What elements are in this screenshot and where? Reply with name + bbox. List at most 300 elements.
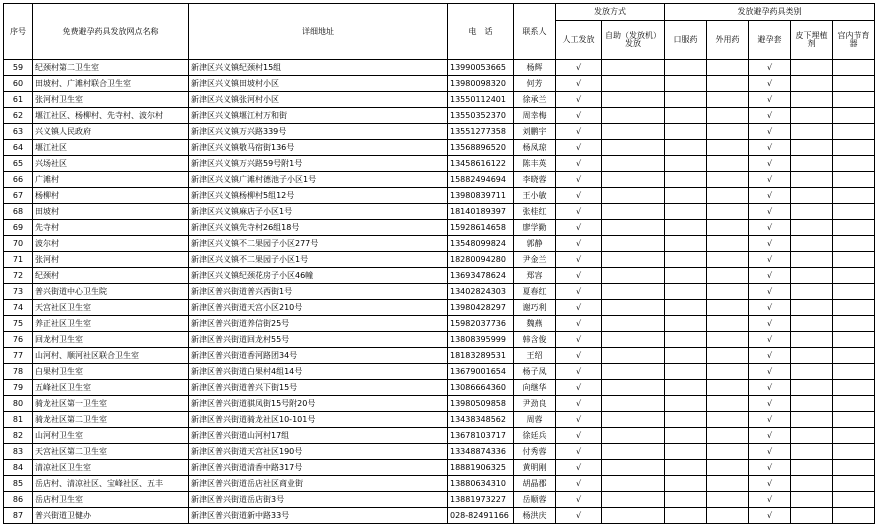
row-type-external bbox=[707, 428, 749, 444]
row-site-name: 田坡村、广滩村联合卫生室 bbox=[33, 76, 189, 92]
row-method-manual-check: √ bbox=[556, 364, 602, 380]
row-type-oral bbox=[665, 492, 707, 508]
row-address: 新津区普兴街道回龙村55号 bbox=[189, 332, 448, 348]
row-seq: 85 bbox=[4, 476, 33, 492]
row-type-iud bbox=[833, 156, 875, 172]
row-phone: 13980428297 bbox=[448, 300, 514, 316]
row-type-condom-check: √ bbox=[749, 76, 791, 92]
row-type-implant bbox=[791, 476, 833, 492]
row-type-condom-check: √ bbox=[749, 396, 791, 412]
row-type-implant bbox=[791, 380, 833, 396]
row-site-name: 田坡村 bbox=[33, 204, 189, 220]
row-site-name: 兴义镇人民政府 bbox=[33, 124, 189, 140]
row-type-iud bbox=[833, 92, 875, 108]
row-site-name: 回龙村卫生室 bbox=[33, 332, 189, 348]
row-address: 新津区普兴街道香河路团34号 bbox=[189, 348, 448, 364]
row-site-name: 骑龙社区第二卫生室 bbox=[33, 412, 189, 428]
row-contact: 黄明刚 bbox=[514, 460, 556, 476]
row-address: 新津区普兴街道岳店社区商业街 bbox=[189, 476, 448, 492]
row-seq: 59 bbox=[4, 60, 33, 76]
row-site-name: 杨柳村 bbox=[33, 188, 189, 204]
row-type-implant bbox=[791, 316, 833, 332]
row-type-oral bbox=[665, 60, 707, 76]
row-phone: 13679001654 bbox=[448, 364, 514, 380]
row-type-external bbox=[707, 108, 749, 124]
table-row bbox=[4, 284, 875, 300]
row-method-manual-check: √ bbox=[556, 60, 602, 76]
row-address: 新津区兴义镇敬马宿街136号 bbox=[189, 140, 448, 156]
row-method-manual-check: √ bbox=[556, 476, 602, 492]
row-type-condom-check: √ bbox=[749, 492, 791, 508]
row-type-oral bbox=[665, 300, 707, 316]
row-type-external bbox=[707, 188, 749, 204]
row-method-auto bbox=[602, 412, 665, 428]
row-method-manual-check: √ bbox=[556, 444, 602, 460]
row-type-iud bbox=[833, 364, 875, 380]
row-phone: 13980098320 bbox=[448, 76, 514, 92]
row-type-external bbox=[707, 204, 749, 220]
row-type-external bbox=[707, 252, 749, 268]
row-seq: 71 bbox=[4, 252, 33, 268]
row-method-manual-check: √ bbox=[556, 300, 602, 316]
row-type-condom-check: √ bbox=[749, 268, 791, 284]
row-method-manual-check: √ bbox=[556, 268, 602, 284]
row-type-implant bbox=[791, 76, 833, 92]
row-type-condom-check: √ bbox=[749, 220, 791, 236]
row-seq: 76 bbox=[4, 332, 33, 348]
row-method-manual-check: √ bbox=[556, 172, 602, 188]
row-method-manual-check: √ bbox=[556, 396, 602, 412]
row-type-oral bbox=[665, 444, 707, 460]
row-address: 新津区普兴街道养信街25号 bbox=[189, 316, 448, 332]
row-type-external bbox=[707, 364, 749, 380]
row-type-implant bbox=[791, 172, 833, 188]
row-method-auto bbox=[602, 124, 665, 140]
row-site-name: 山河村卫生室 bbox=[33, 428, 189, 444]
table-row bbox=[4, 108, 875, 124]
row-method-auto bbox=[602, 460, 665, 476]
row-seq: 82 bbox=[4, 428, 33, 444]
row-type-iud bbox=[833, 252, 875, 268]
row-method-auto bbox=[602, 508, 665, 524]
row-type-iud bbox=[833, 284, 875, 300]
row-site-name: 张河村 bbox=[33, 252, 189, 268]
header-contact: 联系人 bbox=[514, 4, 556, 60]
row-type-external bbox=[707, 236, 749, 252]
row-method-auto bbox=[602, 300, 665, 316]
row-method-manual-check: √ bbox=[556, 332, 602, 348]
row-method-auto bbox=[602, 204, 665, 220]
row-phone: 15882494694 bbox=[448, 172, 514, 188]
row-type-condom-check: √ bbox=[749, 236, 791, 252]
row-type-implant bbox=[791, 204, 833, 220]
table-row bbox=[4, 140, 875, 156]
row-site-name: 天宫社区第二卫生室 bbox=[33, 444, 189, 460]
row-method-manual-check: √ bbox=[556, 220, 602, 236]
row-type-implant bbox=[791, 236, 833, 252]
row-address: 新津区兴义镇纪颈花房子小区46幢 bbox=[189, 268, 448, 284]
table-row bbox=[4, 412, 875, 428]
row-phone: 13458616122 bbox=[448, 156, 514, 172]
row-type-external bbox=[707, 300, 749, 316]
row-contact: 周蓉 bbox=[514, 412, 556, 428]
row-method-auto bbox=[602, 92, 665, 108]
row-contact: 张桂红 bbox=[514, 204, 556, 220]
row-type-iud bbox=[833, 444, 875, 460]
row-type-external bbox=[707, 140, 749, 156]
row-type-external bbox=[707, 76, 749, 92]
row-method-auto bbox=[602, 316, 665, 332]
row-method-manual-check: √ bbox=[556, 252, 602, 268]
row-phone: 18183289531 bbox=[448, 348, 514, 364]
table-row bbox=[4, 252, 875, 268]
row-contact: 杨辉 bbox=[514, 60, 556, 76]
row-method-auto bbox=[602, 284, 665, 300]
row-contact: 胡晶郡 bbox=[514, 476, 556, 492]
row-seq: 69 bbox=[4, 220, 33, 236]
row-type-iud bbox=[833, 140, 875, 156]
row-type-condom-check: √ bbox=[749, 444, 791, 460]
row-type-implant bbox=[791, 364, 833, 380]
row-type-external bbox=[707, 156, 749, 172]
table-row bbox=[4, 236, 875, 252]
row-type-oral bbox=[665, 428, 707, 444]
row-method-auto bbox=[602, 108, 665, 124]
header-type-implant: 皮下埋植剂 bbox=[791, 21, 833, 60]
row-method-auto bbox=[602, 428, 665, 444]
row-type-implant bbox=[791, 108, 833, 124]
row-method-auto bbox=[602, 60, 665, 76]
row-seq: 70 bbox=[4, 236, 33, 252]
row-contact: 李晓蓉 bbox=[514, 172, 556, 188]
row-address: 新津区兴义镇万兴路59号附1号 bbox=[189, 156, 448, 172]
row-site-name: 兴场社区 bbox=[33, 156, 189, 172]
row-phone: 13550112401 bbox=[448, 92, 514, 108]
row-type-implant bbox=[791, 348, 833, 364]
row-seq: 81 bbox=[4, 412, 33, 428]
row-type-oral bbox=[665, 220, 707, 236]
row-type-oral bbox=[665, 172, 707, 188]
row-type-oral bbox=[665, 156, 707, 172]
row-type-condom-check: √ bbox=[749, 332, 791, 348]
header-method-auto: 自助（发放机）发放 bbox=[602, 21, 665, 60]
table-row bbox=[4, 444, 875, 460]
row-type-condom-check: √ bbox=[749, 92, 791, 108]
row-type-condom-check: √ bbox=[749, 316, 791, 332]
row-type-external bbox=[707, 284, 749, 300]
row-type-implant bbox=[791, 252, 833, 268]
row-type-implant bbox=[791, 508, 833, 524]
row-type-iud bbox=[833, 76, 875, 92]
table-row bbox=[4, 300, 875, 316]
row-method-auto bbox=[602, 220, 665, 236]
header-phone: 电 话 bbox=[448, 4, 514, 60]
row-type-oral bbox=[665, 348, 707, 364]
row-type-iud bbox=[833, 380, 875, 396]
row-site-name: 天宫社区卫生室 bbox=[33, 300, 189, 316]
row-type-oral bbox=[665, 476, 707, 492]
row-site-name: 岳店村、清凉社区、宝峰社区、五丰 bbox=[33, 476, 189, 492]
row-seq: 73 bbox=[4, 284, 33, 300]
row-type-iud bbox=[833, 316, 875, 332]
row-contact: 夏春红 bbox=[514, 284, 556, 300]
row-type-implant bbox=[791, 92, 833, 108]
row-seq: 74 bbox=[4, 300, 33, 316]
row-type-iud bbox=[833, 268, 875, 284]
row-method-manual-check: √ bbox=[556, 204, 602, 220]
header-type-oral: 口服药 bbox=[665, 21, 707, 60]
row-type-external bbox=[707, 92, 749, 108]
row-seq: 63 bbox=[4, 124, 33, 140]
row-type-iud bbox=[833, 508, 875, 524]
row-contact: 岳顺蓉 bbox=[514, 492, 556, 508]
row-site-name: 波尔村 bbox=[33, 236, 189, 252]
row-address: 新津区兴义镇先寺村26组18号 bbox=[189, 220, 448, 236]
row-contact: 徐廷兵 bbox=[514, 428, 556, 444]
row-site-name: 堰江社区 bbox=[33, 140, 189, 156]
table-row bbox=[4, 220, 875, 236]
row-contact: 谢巧利 bbox=[514, 300, 556, 316]
table-row bbox=[4, 428, 875, 444]
table-row bbox=[4, 508, 875, 524]
table-row bbox=[4, 76, 875, 92]
row-method-auto bbox=[602, 188, 665, 204]
table-row bbox=[4, 332, 875, 348]
header-address: 详细地址 bbox=[189, 4, 448, 60]
row-contact: 陈丰英 bbox=[514, 156, 556, 172]
row-type-oral bbox=[665, 124, 707, 140]
row-type-condom-check: √ bbox=[749, 412, 791, 428]
row-type-iud bbox=[833, 188, 875, 204]
row-type-condom-check: √ bbox=[749, 508, 791, 524]
row-site-name: 普兴街道中心卫生院 bbox=[33, 284, 189, 300]
row-contact: 廖学勤 bbox=[514, 220, 556, 236]
row-phone: 18140189397 bbox=[448, 204, 514, 220]
row-type-iud bbox=[833, 300, 875, 316]
row-type-condom-check: √ bbox=[749, 284, 791, 300]
table-row bbox=[4, 396, 875, 412]
row-method-manual-check: √ bbox=[556, 92, 602, 108]
row-type-condom-check: √ bbox=[749, 188, 791, 204]
row-method-manual-check: √ bbox=[556, 316, 602, 332]
row-address: 新津区普兴街道骐凤街15号附20号 bbox=[189, 396, 448, 412]
row-type-external bbox=[707, 124, 749, 140]
row-site-name: 山河村、顺河社区联合卫生室 bbox=[33, 348, 189, 364]
row-type-oral bbox=[665, 76, 707, 92]
row-site-name: 纪颈村第二卫生室 bbox=[33, 60, 189, 76]
row-type-oral bbox=[665, 92, 707, 108]
header-method-group: 发放方式 bbox=[556, 4, 665, 21]
table-row bbox=[4, 476, 875, 492]
row-method-auto bbox=[602, 476, 665, 492]
row-phone: 13086664360 bbox=[448, 380, 514, 396]
row-type-condom-check: √ bbox=[749, 204, 791, 220]
row-address: 新津区兴义镇万兴路339号 bbox=[189, 124, 448, 140]
row-type-implant bbox=[791, 156, 833, 172]
row-type-iud bbox=[833, 348, 875, 364]
row-type-implant bbox=[791, 460, 833, 476]
row-type-external bbox=[707, 316, 749, 332]
row-type-oral bbox=[665, 284, 707, 300]
row-type-external bbox=[707, 172, 749, 188]
row-address: 新津区兴义镇不二果园子小区1号 bbox=[189, 252, 448, 268]
row-method-auto bbox=[602, 156, 665, 172]
header-type-external: 外用药 bbox=[707, 21, 749, 60]
row-type-implant bbox=[791, 188, 833, 204]
row-type-condom-check: √ bbox=[749, 140, 791, 156]
row-type-iud bbox=[833, 124, 875, 140]
row-seq: 84 bbox=[4, 460, 33, 476]
row-type-external bbox=[707, 476, 749, 492]
row-phone: 13678103717 bbox=[448, 428, 514, 444]
row-contact: 刘鹏宇 bbox=[514, 124, 556, 140]
row-type-iud bbox=[833, 236, 875, 252]
row-method-auto bbox=[602, 268, 665, 284]
row-type-iud bbox=[833, 476, 875, 492]
row-type-implant bbox=[791, 300, 833, 316]
row-contact: 付秀蓉 bbox=[514, 444, 556, 460]
row-phone: 13808395999 bbox=[448, 332, 514, 348]
row-method-manual-check: √ bbox=[556, 460, 602, 476]
row-type-condom-check: √ bbox=[749, 60, 791, 76]
row-type-external bbox=[707, 396, 749, 412]
row-address: 新津区普兴街道骑龙社区10-101号 bbox=[189, 412, 448, 428]
row-site-name: 骑龙社区第一卫生室 bbox=[33, 396, 189, 412]
row-contact: 郭静 bbox=[514, 236, 556, 252]
row-site-name: 清凉社区卫生室 bbox=[33, 460, 189, 476]
table-row bbox=[4, 460, 875, 476]
row-type-condom-check: √ bbox=[749, 172, 791, 188]
row-type-implant bbox=[791, 428, 833, 444]
header-method-manual: 人工发放 bbox=[556, 21, 602, 60]
row-address: 新津区普兴街道岳店街3号 bbox=[189, 492, 448, 508]
row-address: 新津区兴义镇不二果园子小区277号 bbox=[189, 236, 448, 252]
row-seq: 86 bbox=[4, 492, 33, 508]
row-site-name: 养正社区卫生室 bbox=[33, 316, 189, 332]
row-type-oral bbox=[665, 252, 707, 268]
row-contact: 尹金兰 bbox=[514, 252, 556, 268]
row-method-auto bbox=[602, 444, 665, 460]
table-row bbox=[4, 316, 875, 332]
row-method-manual-check: √ bbox=[556, 156, 602, 172]
row-method-manual-check: √ bbox=[556, 492, 602, 508]
row-method-manual-check: √ bbox=[556, 428, 602, 444]
row-contact: 杨子凤 bbox=[514, 364, 556, 380]
row-type-implant bbox=[791, 60, 833, 76]
row-contact: 韩含俊 bbox=[514, 332, 556, 348]
row-seq: 68 bbox=[4, 204, 33, 220]
row-seq: 83 bbox=[4, 444, 33, 460]
row-seq: 87 bbox=[4, 508, 33, 524]
row-address: 新津区兴义镇麻店子小区1号 bbox=[189, 204, 448, 220]
row-type-implant bbox=[791, 396, 833, 412]
row-type-external bbox=[707, 460, 749, 476]
row-type-condom-check: √ bbox=[749, 364, 791, 380]
table-row bbox=[4, 364, 875, 380]
row-phone: 13881973227 bbox=[448, 492, 514, 508]
row-contact: 郑容 bbox=[514, 268, 556, 284]
row-method-auto bbox=[602, 332, 665, 348]
row-site-name: 堰江社区、杨柳村、先寺村、波尔村 bbox=[33, 108, 189, 124]
row-type-implant bbox=[791, 220, 833, 236]
row-type-external bbox=[707, 60, 749, 76]
row-address: 新津区普兴街道天宫社区190号 bbox=[189, 444, 448, 460]
row-seq: 72 bbox=[4, 268, 33, 284]
row-type-oral bbox=[665, 108, 707, 124]
row-type-condom-check: √ bbox=[749, 252, 791, 268]
row-method-auto bbox=[602, 236, 665, 252]
row-type-iud bbox=[833, 428, 875, 444]
row-method-auto bbox=[602, 172, 665, 188]
row-contact: 王绍 bbox=[514, 348, 556, 364]
row-type-condom-check: √ bbox=[749, 460, 791, 476]
row-contact: 向继华 bbox=[514, 380, 556, 396]
table-row bbox=[4, 204, 875, 220]
row-method-manual-check: √ bbox=[556, 508, 602, 524]
header-site-name: 免费避孕药具发放网点名称 bbox=[33, 4, 189, 60]
row-method-manual-check: √ bbox=[556, 348, 602, 364]
row-phone: 13438348562 bbox=[448, 412, 514, 428]
row-seq: 62 bbox=[4, 108, 33, 124]
row-site-name: 岳店村卫生室 bbox=[33, 492, 189, 508]
row-type-oral bbox=[665, 268, 707, 284]
table-row bbox=[4, 188, 875, 204]
row-type-iud bbox=[833, 204, 875, 220]
row-type-condom-check: √ bbox=[749, 108, 791, 124]
row-type-oral bbox=[665, 332, 707, 348]
row-address: 新津区兴义镇纪颈村15组 bbox=[189, 60, 448, 76]
row-seq: 79 bbox=[4, 380, 33, 396]
row-method-auto bbox=[602, 396, 665, 412]
table-row bbox=[4, 380, 875, 396]
row-phone: 15928614658 bbox=[448, 220, 514, 236]
row-address: 新津区兴义镇张河村小区 bbox=[189, 92, 448, 108]
row-type-implant bbox=[791, 124, 833, 140]
row-address: 新津区普兴街道清香中路317号 bbox=[189, 460, 448, 476]
row-type-implant bbox=[791, 268, 833, 284]
table-row bbox=[4, 172, 875, 188]
row-method-manual-check: √ bbox=[556, 140, 602, 156]
row-address: 新津区普兴街道新中路33号 bbox=[189, 508, 448, 524]
row-site-name: 五峰社区卫生室 bbox=[33, 380, 189, 396]
table-row bbox=[4, 124, 875, 140]
header-seq: 序号 bbox=[4, 4, 33, 60]
row-type-iud bbox=[833, 412, 875, 428]
row-seq: 77 bbox=[4, 348, 33, 364]
row-seq: 61 bbox=[4, 92, 33, 108]
row-phone: 13880634310 bbox=[448, 476, 514, 492]
row-type-condom-check: √ bbox=[749, 300, 791, 316]
row-type-implant bbox=[791, 444, 833, 460]
row-type-oral bbox=[665, 204, 707, 220]
row-address: 新津区普兴街道普兴西街1号 bbox=[189, 284, 448, 300]
row-type-external bbox=[707, 332, 749, 348]
row-type-condom-check: √ bbox=[749, 380, 791, 396]
row-phone: 13980839711 bbox=[448, 188, 514, 204]
row-address: 新津区兴义镇田坡村小区 bbox=[189, 76, 448, 92]
row-type-external bbox=[707, 412, 749, 428]
table-row bbox=[4, 492, 875, 508]
row-phone: 13980509858 bbox=[448, 396, 514, 412]
row-method-auto bbox=[602, 380, 665, 396]
row-type-external bbox=[707, 444, 749, 460]
row-seq: 67 bbox=[4, 188, 33, 204]
row-address: 新津区普兴街道白果村4组14号 bbox=[189, 364, 448, 380]
row-site-name: 张河村卫生室 bbox=[33, 92, 189, 108]
row-type-external bbox=[707, 268, 749, 284]
row-phone: 18280094280 bbox=[448, 252, 514, 268]
row-seq: 65 bbox=[4, 156, 33, 172]
